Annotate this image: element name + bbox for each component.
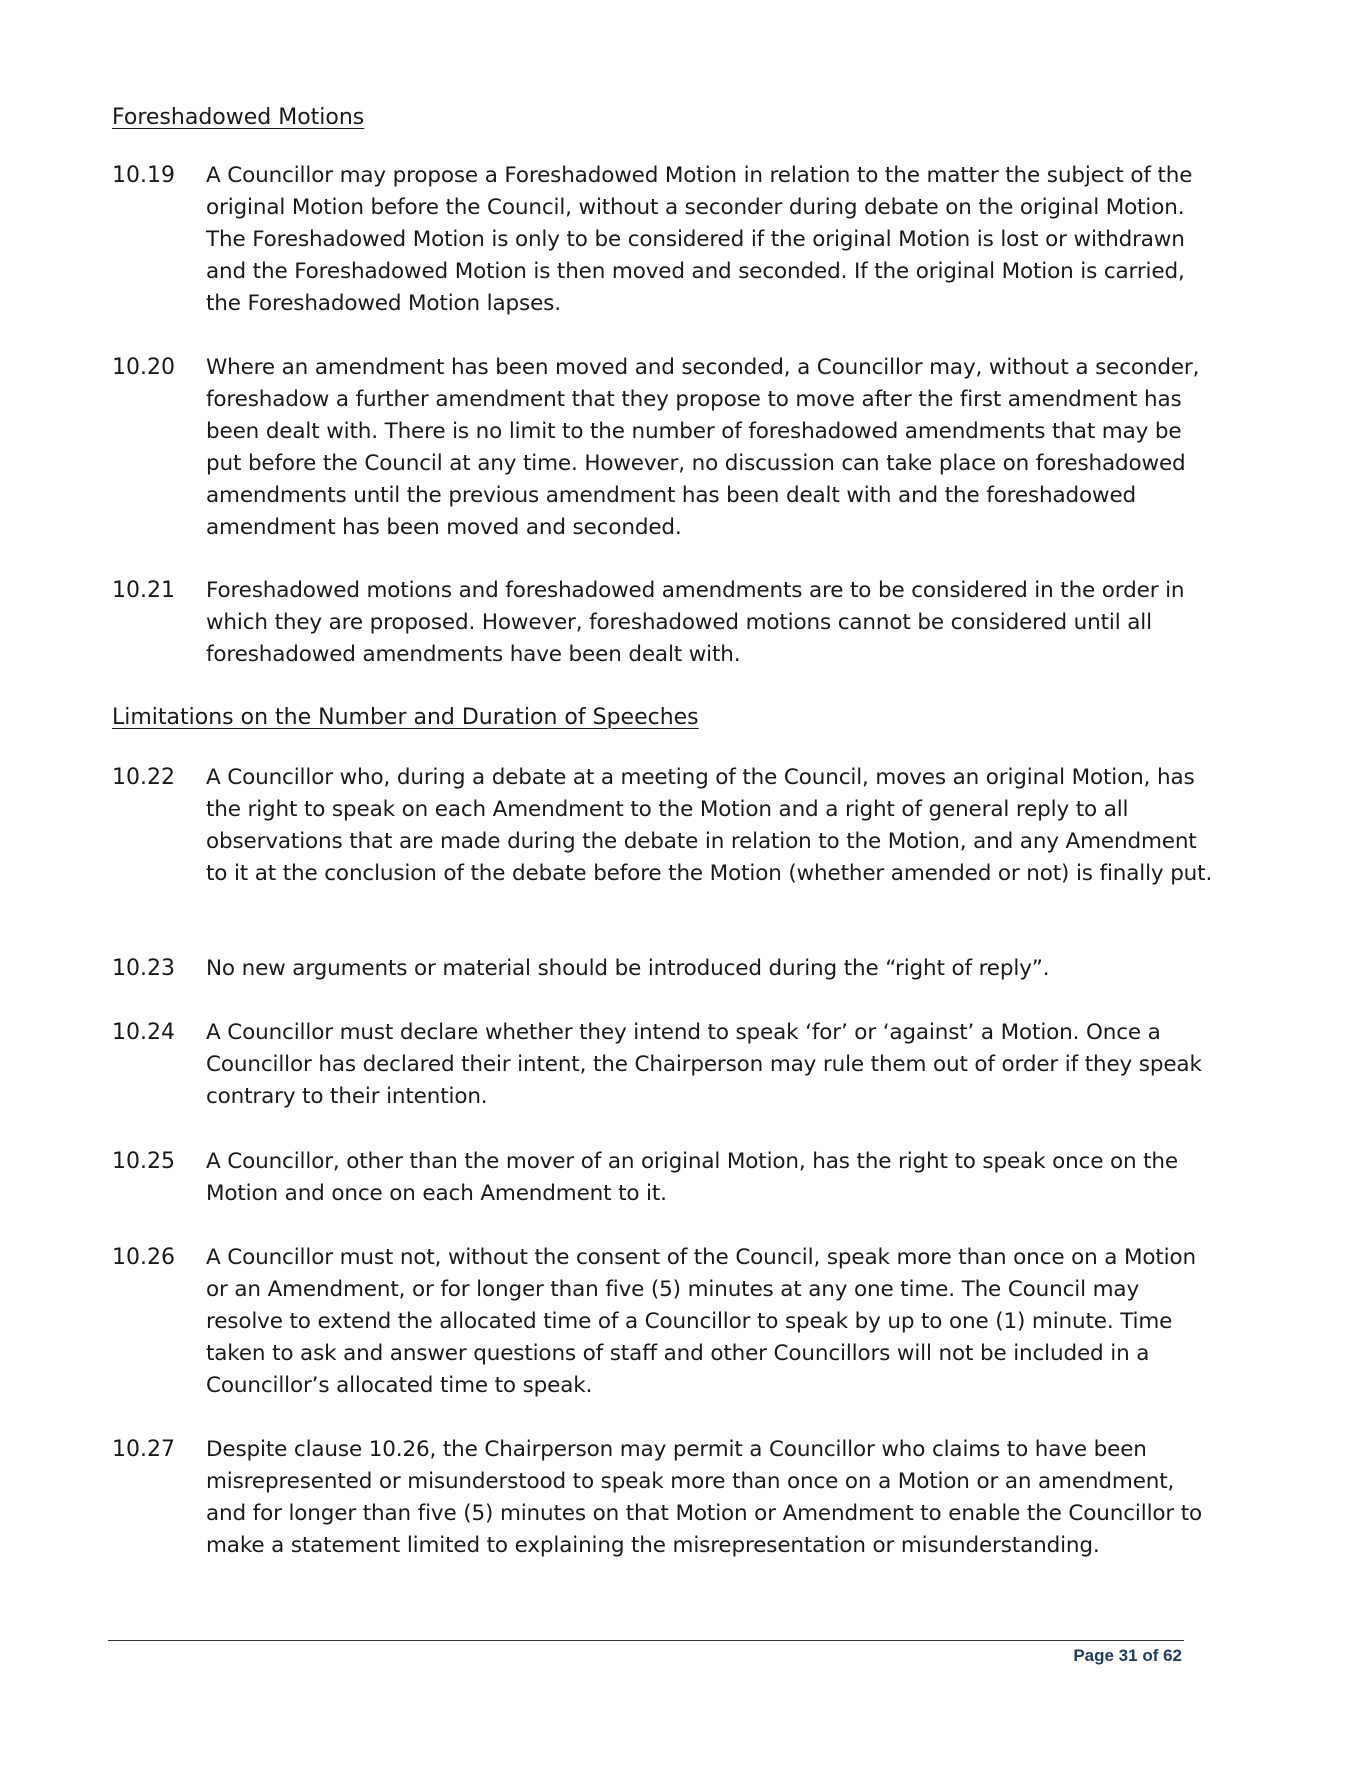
- clause-number: 10.19: [112, 163, 175, 188]
- clause-number: 10.23: [112, 956, 175, 981]
- clause-text: No new arguments or material should be introduced during the “right of reply”.: [206, 956, 1050, 981]
- clause-text: A Councillor must not, without the consent of the Council, speak more than once on a Motion or an Amendment, or for longer than five (5) minutes at any one time. The Council may resolve to extend the allocated time of a Councillor to speak by up to one (1) minute. Time taken to ask and answer questions of staff and other Councillors will not be included in a Councillor’s allocated time to speak.: [206, 1245, 1196, 1398]
- clause-text: A Councillor must declare whether they intend to speak ‘for’ or ‘against’ a Motion. Once a Councillor has declared their intent, the Chairperson may rule them out of order if they speak contrary to their intention.: [206, 1020, 1202, 1109]
- clause-number: 10.25: [112, 1149, 175, 1174]
- clause-number: 10.22: [112, 765, 175, 790]
- clause-text: A Councillor, other than the mover of an original Motion, has the right to speak once on the Motion and once on each Amendment to it.: [206, 1149, 1178, 1206]
- clause-text: A Councillor who, during a debate at a meeting of the Council, moves an original Motion, has the right to speak on each Amendment to the Motion and a right of general reply to all observations that are made during the debate in relation to the Motion, and any Amendment to it at the conclusion of the debate before the Motion (whether amended or not) is finally put.: [206, 765, 1213, 886]
- page-number: Page 31 of 62: [1073, 1646, 1182, 1665]
- section-heading-speech-limitations: Limitations on the Number and Duration of Speeches: [112, 705, 699, 730]
- clause-text: A Councillor may propose a Foreshadowed Motion in relation to the matter the subject of the original Motion before the Council, without a seconder during debate on the original Motion. The Foreshadowed Motion is only to be considered if the original Motion is lost or withdrawn and the Foreshadowed Motion is then moved and seconded. If the original Motion is carried, the Foreshadowed Motion lapses.: [206, 163, 1193, 316]
- clause-text: Where an amendment has been moved and seconded, a Councillor may, without a seconder, foreshadow a further amendment that they propose to move after the first amendment has been dealt with. There is no limit to the number of foreshadowed amendments that may be put before the Council at any time. However, no discussion can take place on foreshadowed amendments until the previous amendment has been dealt with and the foreshadowed amendment has been moved and seconded.: [206, 355, 1200, 540]
- footer-divider: [108, 1640, 1184, 1641]
- clause-number: 10.24: [112, 1020, 175, 1045]
- clause-text: Despite clause 10.26, the Chairperson may permit a Councillor who claims to have been misrepresented or misunderstood to speak more than once on a Motion or an amendment, and for longer than five (5) minutes on that Motion or Amendment to enable the Councillor to make a statement limited to explaining the misrepresentation or misunderstanding.: [206, 1437, 1203, 1558]
- section-heading-foreshadowed-motions: Foreshadowed Motions: [112, 105, 365, 130]
- clause-text: Foreshadowed motions and foreshadowed amendments are to be considered in the order in which they are proposed. However, foreshadowed motions cannot be considered until all foreshadowed amendments have been dealt with.: [206, 578, 1185, 667]
- clause-number: 10.26: [112, 1245, 175, 1270]
- clause-number: 10.21: [112, 578, 175, 603]
- clause-number: 10.27: [112, 1437, 175, 1462]
- clause-number: 10.20: [112, 355, 175, 380]
